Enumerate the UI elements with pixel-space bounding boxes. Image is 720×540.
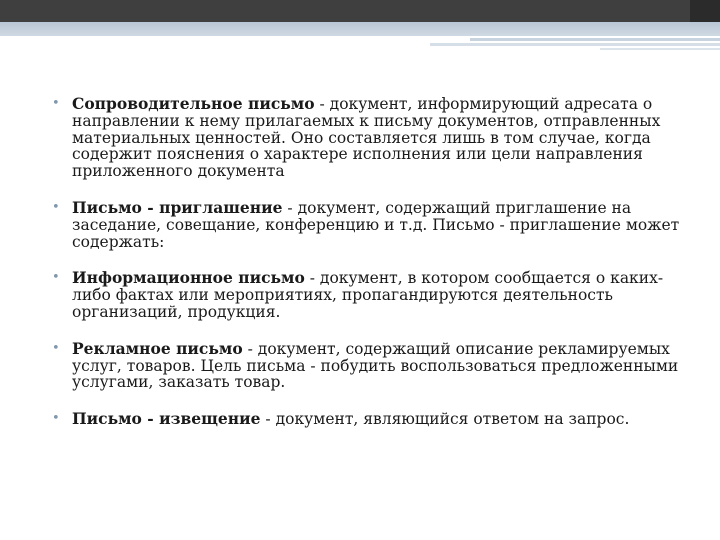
item-description: - документ, информирующий адресата о направлении к нему прилагаемых к письму документов, отправленных материальных ценностей. Оно составляется лишь в том случае, когда содержит пояснения о характере исполнения или цели направления приложенного документа	[72, 95, 661, 181]
bullet-icon: •	[52, 340, 60, 356]
decorative-stripe	[470, 38, 720, 41]
bullet-icon: •	[52, 270, 60, 286]
item-term: Рекламное письмо	[72, 338, 243, 358]
item-description: - документ, содержащий приглашение на заседание, совещание, конференцию и т.д. Письмо - приглашение может содержать:	[72, 198, 680, 251]
bullet-item-invitation-letter	[52, 197, 692, 251]
slide-content	[52, 96, 692, 448]
bullet-item-information-letter	[52, 270, 692, 320]
slide-top-bar	[0, 0, 720, 22]
slide-header-band	[0, 22, 720, 36]
decorative-stripe	[430, 43, 720, 46]
item-term: Письмо - извещение	[72, 409, 261, 429]
bullet-item-cover-letter	[52, 96, 692, 180]
slide-top-bar-corner	[690, 0, 720, 22]
bullet-icon: •	[52, 199, 60, 215]
bullet-icon: •	[52, 96, 60, 111]
item-description: - документ, в котором сообщается о каких-либо фактах или мероприятиях, пропагандируются деятельность организаций, продукция.	[72, 269, 664, 321]
bullet-item-advertising-letter	[52, 338, 692, 392]
item-term: Сопроводительное письмо	[72, 94, 315, 113]
bullet-icon: •	[52, 411, 60, 427]
decorative-stripe	[600, 48, 720, 50]
item-term: Письмо - приглашение	[72, 197, 283, 217]
item-description: - документ, являющийся ответом на запрос.	[260, 410, 630, 429]
bullet-item-notice-letter	[52, 411, 692, 428]
item-term: Информационное письмо	[72, 268, 305, 288]
item-description: - документ, содержащий описание рекламируемых услуг, товаров. Цель письма - побудить воспользоваться предложенными услугами, заказать товар.	[72, 339, 679, 392]
